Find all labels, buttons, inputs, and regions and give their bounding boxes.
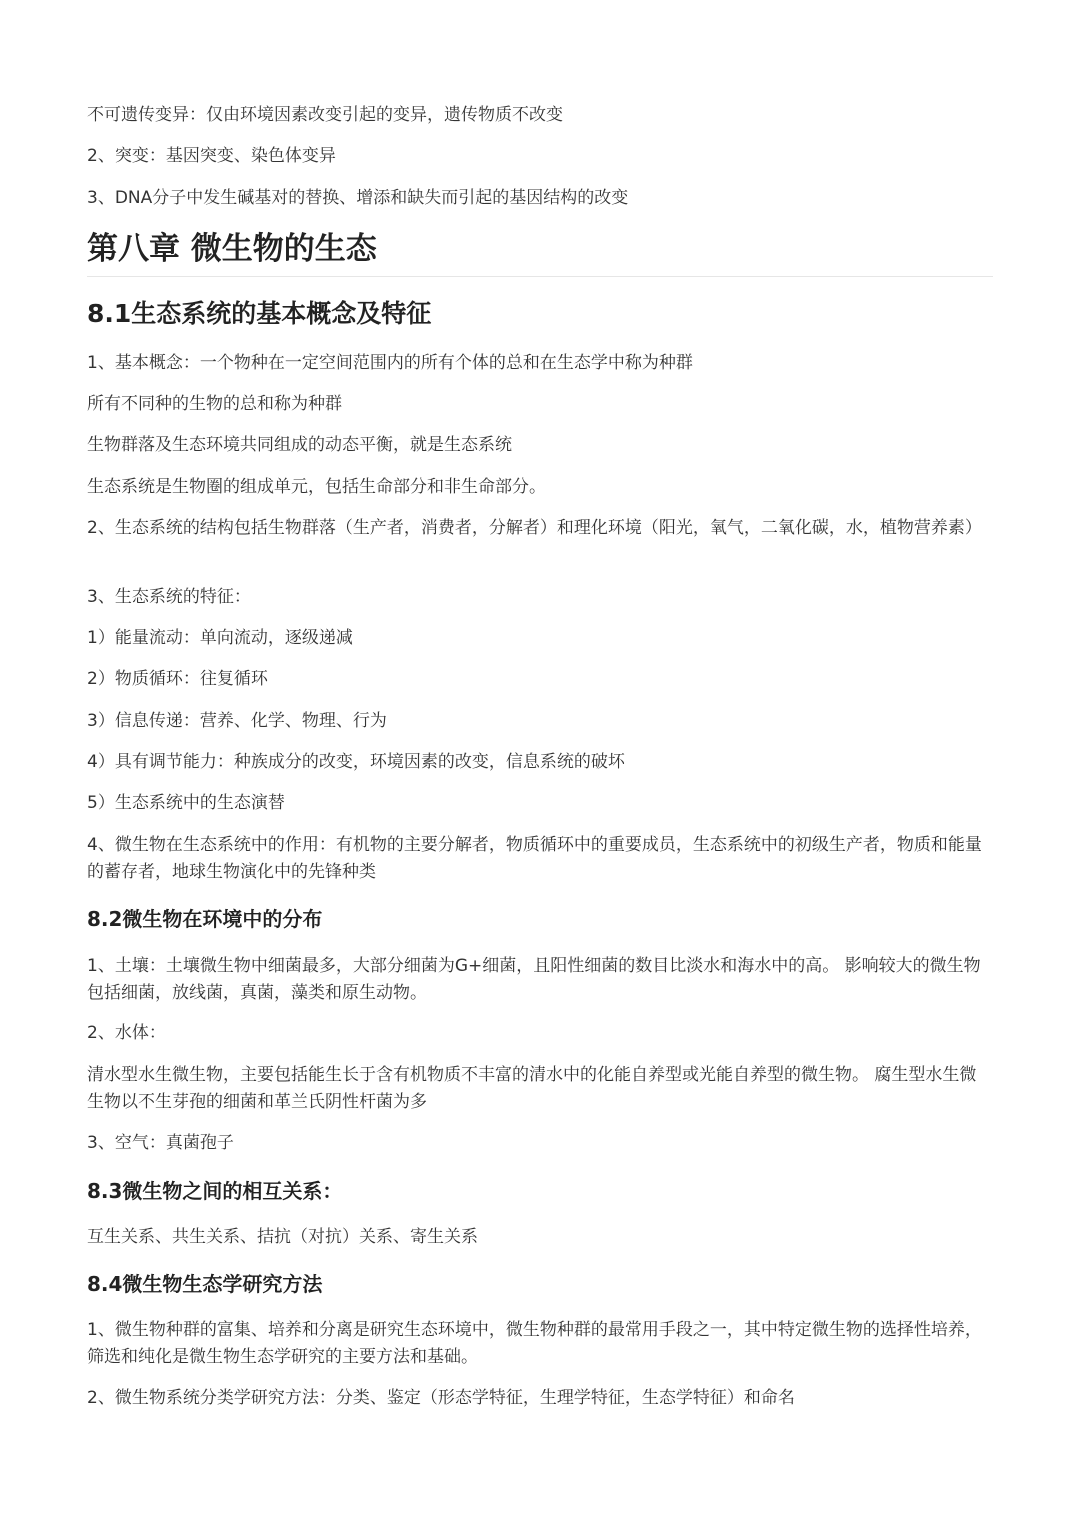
paragraph-ecosystem-structure: 2、生态系统的结构包括生物群落（生产者，消费者，分解者）和理化环境（阳光，氧气，二氧化碳，水，植物营养素） bbox=[87, 518, 982, 538]
paragraph-taxonomy: 2、微生物系统分类学研究方法：分类、鉴定（形态学特征，生理学特征，生态学特征）和命名 bbox=[87, 1388, 795, 1408]
section-8-1-title: 8.1生态系统的基本概念及特征 bbox=[87, 299, 432, 328]
section-8-3-title: 8.3微生物之间的相互关系： bbox=[87, 1179, 343, 1203]
paragraph-enrichment: 1、微生物种群的富集、培养和分离是研究生态环境中，微生物种群的最常用手段之一，其中特定微生物的选择性培养，筛选和纯化是微生物生态学研究的主要方法和基础。 bbox=[87, 1320, 982, 1367]
list-item-regulation: 4）具有调节能力：种族成分的改变，环境因素的改变，信息系统的破坏 bbox=[87, 752, 625, 772]
list-item-succession: 5）生态系统中的生态演替 bbox=[87, 793, 285, 813]
paragraph-ecosystem-unit: 生态系统是生物圈的组成单元，包括生命部分和非生命部分。 bbox=[87, 477, 546, 497]
paragraph-ecosystem-definition: 生物群落及生态环境共同组成的动态平衡，就是生态系统 bbox=[87, 435, 512, 455]
paragraph-dna-mutation: 3、DNA分子中发生碱基对的替换、增添和缺失而引起的基因结构的改变 bbox=[87, 188, 629, 208]
paragraph-aquatic-microbes: 清水型水生微生物，主要包括能生长于含有机物质不丰富的清水中的化能自养型或光能自养型的微生物。 腐生型水生微生物以不生芽孢的细菌和革兰氏阴性杆菌为多 bbox=[87, 1065, 977, 1112]
paragraph-mutation: 2、突变：基因突变、染色体变异 bbox=[87, 146, 336, 166]
paragraph-relationships: 互生关系、共生关系、拮抗（对抗）关系、寄生关系 bbox=[87, 1227, 478, 1247]
paragraph-water: 2、水体： bbox=[87, 1023, 166, 1043]
chapter-divider bbox=[87, 276, 993, 277]
paragraph-non-heritable-variation: 不可遗传变异：仅由环境因素改变引起的变异，遗传物质不改变 bbox=[87, 105, 563, 125]
list-item-information-transfer: 3）信息传递：营养、化学、物理、行为 bbox=[87, 711, 387, 731]
chapter-title: 第八章 微生物的生态 bbox=[87, 231, 377, 267]
list-item-energy-flow: 1）能量流动：单向流动，逐级递减 bbox=[87, 628, 353, 648]
paragraph-air: 3、空气：真菌孢子 bbox=[87, 1133, 234, 1153]
section-8-2-title: 8.2微生物在环境中的分布 bbox=[87, 907, 323, 931]
paragraph-soil: 1、土壤：土壤微生物中细菌最多，大部分细菌为G+细菌，且阳性细菌的数目比淡水和海水中的高。 影响较大的微生物包括细菌，放线菌，真菌，藻类和原生动物。 bbox=[87, 956, 981, 1003]
paragraph-community: 所有不同种的生物的总和称为种群 bbox=[87, 394, 342, 414]
paragraph-ecosystem-features: 3、生态系统的特征： bbox=[87, 587, 251, 607]
paragraph-microbe-role: 4、微生物在生态系统中的作用：有机物的主要分解者，物质循环中的重要成员，生态系统中的初级生产者，物质和能量的蓄存者，地球生物演化中的先锋种类 bbox=[87, 835, 982, 882]
list-item-material-cycle: 2）物质循环：往复循环 bbox=[87, 669, 268, 689]
paragraph-basic-concept: 1、基本概念：一个物种在一定空间范围内的所有个体的总和在生态学中称为种群 bbox=[87, 353, 693, 373]
section-8-4-title: 8.4微生物生态学研究方法 bbox=[87, 1272, 323, 1296]
